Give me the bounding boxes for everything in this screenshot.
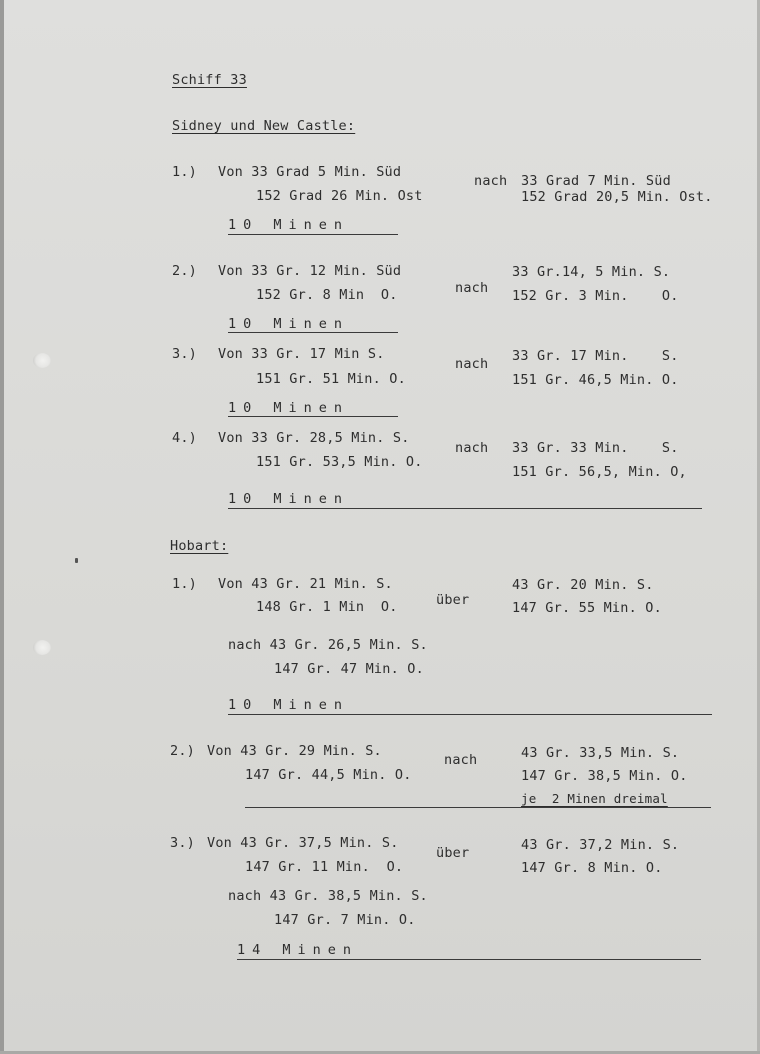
entry-from-line2: 147 Gr. 44,5 Min. O.	[245, 767, 412, 783]
entry-to-line1: 43 Gr. 37,2 Min. S.	[521, 837, 680, 853]
punch-hole-bottom	[33, 640, 51, 655]
ink-speck	[75, 558, 78, 563]
entry-number: 1.)	[172, 576, 197, 592]
entry-from-line1: Von 43 Gr. 37,5 Min. S.	[207, 835, 399, 851]
entry-from-line1: Von 33 Gr. 28,5 Min. S.	[218, 430, 410, 446]
entry-to-line2: 147 Gr. 8 Min. O.	[521, 860, 663, 876]
entry-from-line2: 152 Grad 26 Min. Ost	[256, 188, 423, 204]
entry-to-line1: 33 Gr.14, 5 Min. S.	[512, 264, 671, 280]
entry-number: 4.)	[172, 430, 197, 446]
entry-connector: über	[436, 592, 470, 608]
entry-mines: je 2 Minen dreimal	[521, 791, 668, 806]
page-title: Schiff 33	[172, 72, 247, 88]
entry-from-line2: 151 Gr. 53,5 Min. O.	[256, 454, 423, 470]
entry-from-line2: 147 Gr. 11 Min. O.	[245, 859, 404, 875]
entry-to-line1: 33 Grad 7 Min. Süd	[521, 173, 671, 189]
entry-connector: über	[436, 845, 470, 861]
entry-mines: 10 Minen	[228, 316, 350, 332]
entry-from-line1: Von 33 Gr. 17 Min S.	[218, 346, 385, 362]
entry-mines: 10 Minen	[228, 217, 350, 233]
mines-underline	[228, 416, 398, 417]
entry-from-line1: Von 33 Gr. 12 Min. Süd	[218, 263, 402, 279]
entry-nach-line2: 147 Gr. 7 Min. O.	[274, 912, 416, 928]
entry-number: 3.)	[170, 835, 195, 851]
entry-to-line1: 33 Gr. 17 Min. S.	[512, 348, 679, 364]
entry-mines: 10 Minen	[228, 491, 350, 507]
entry-number: 1.)	[172, 164, 197, 180]
punch-hole-top	[33, 353, 51, 368]
entry-number: 2.)	[170, 743, 195, 759]
entry-to-line1: 43 Gr. 33,5 Min. S.	[521, 745, 680, 761]
entry-connector: nach	[444, 752, 478, 768]
entry-from-line1: Von 33 Grad 5 Min. Süd	[218, 164, 402, 180]
entry-from-line2: 151 Gr. 51 Min. O.	[256, 371, 406, 387]
entry-number: 3.)	[172, 346, 197, 362]
entry-from-line2: 148 Gr. 1 Min O.	[256, 599, 398, 615]
section-heading-hobart: Hobart:	[170, 538, 229, 554]
entry-to-line2: 147 Gr. 55 Min. O.	[512, 600, 662, 616]
entry-to-line2: 151 Gr. 46,5 Min. O.	[512, 372, 679, 388]
entry-connector: nach	[455, 356, 489, 372]
mines-underline	[228, 234, 398, 235]
section-heading-sidney: Sidney und New Castle:	[172, 118, 356, 134]
entry-mines: 14 Minen	[237, 942, 359, 958]
entry-to-line2: 151 Gr. 56,5, Min. O,	[512, 464, 687, 480]
mines-underline	[245, 807, 711, 808]
entry-nach-line1: nach 43 Gr. 26,5 Min. S.	[228, 637, 428, 653]
entry-from-line1: Von 43 Gr. 21 Min. S.	[218, 576, 393, 592]
entry-nach-line2: 147 Gr. 47 Min. O.	[274, 661, 424, 677]
entry-connector: nach	[455, 280, 489, 296]
entry-mines: 10 Minen	[228, 400, 350, 416]
mines-underline	[228, 332, 398, 333]
mines-underline	[228, 508, 702, 509]
entry-from-line1: Von 43 Gr. 29 Min. S.	[207, 743, 382, 759]
mines-underline	[237, 959, 701, 960]
entry-to-line1: 43 Gr. 20 Min. S.	[512, 577, 654, 593]
entry-from-line2: 152 Gr. 8 Min O.	[256, 287, 398, 303]
paper-edge-left	[0, 0, 4, 1054]
entry-connector: nach	[474, 173, 508, 189]
entry-number: 2.)	[172, 263, 197, 279]
entry-to-line2: 152 Grad 20,5 Min. Ost.	[521, 189, 713, 205]
entry-to-line2: 147 Gr. 38,5 Min. O.	[521, 768, 688, 784]
entry-connector: nach	[455, 440, 489, 456]
entry-to-line2: 152 Gr. 3 Min. O.	[512, 288, 679, 304]
mines-underline	[228, 714, 712, 715]
entry-to-line1: 33 Gr. 33 Min. S.	[512, 440, 679, 456]
entry-nach-line1: nach 43 Gr. 38,5 Min. S.	[228, 888, 428, 904]
entry-mines: 10 Minen	[228, 697, 350, 713]
